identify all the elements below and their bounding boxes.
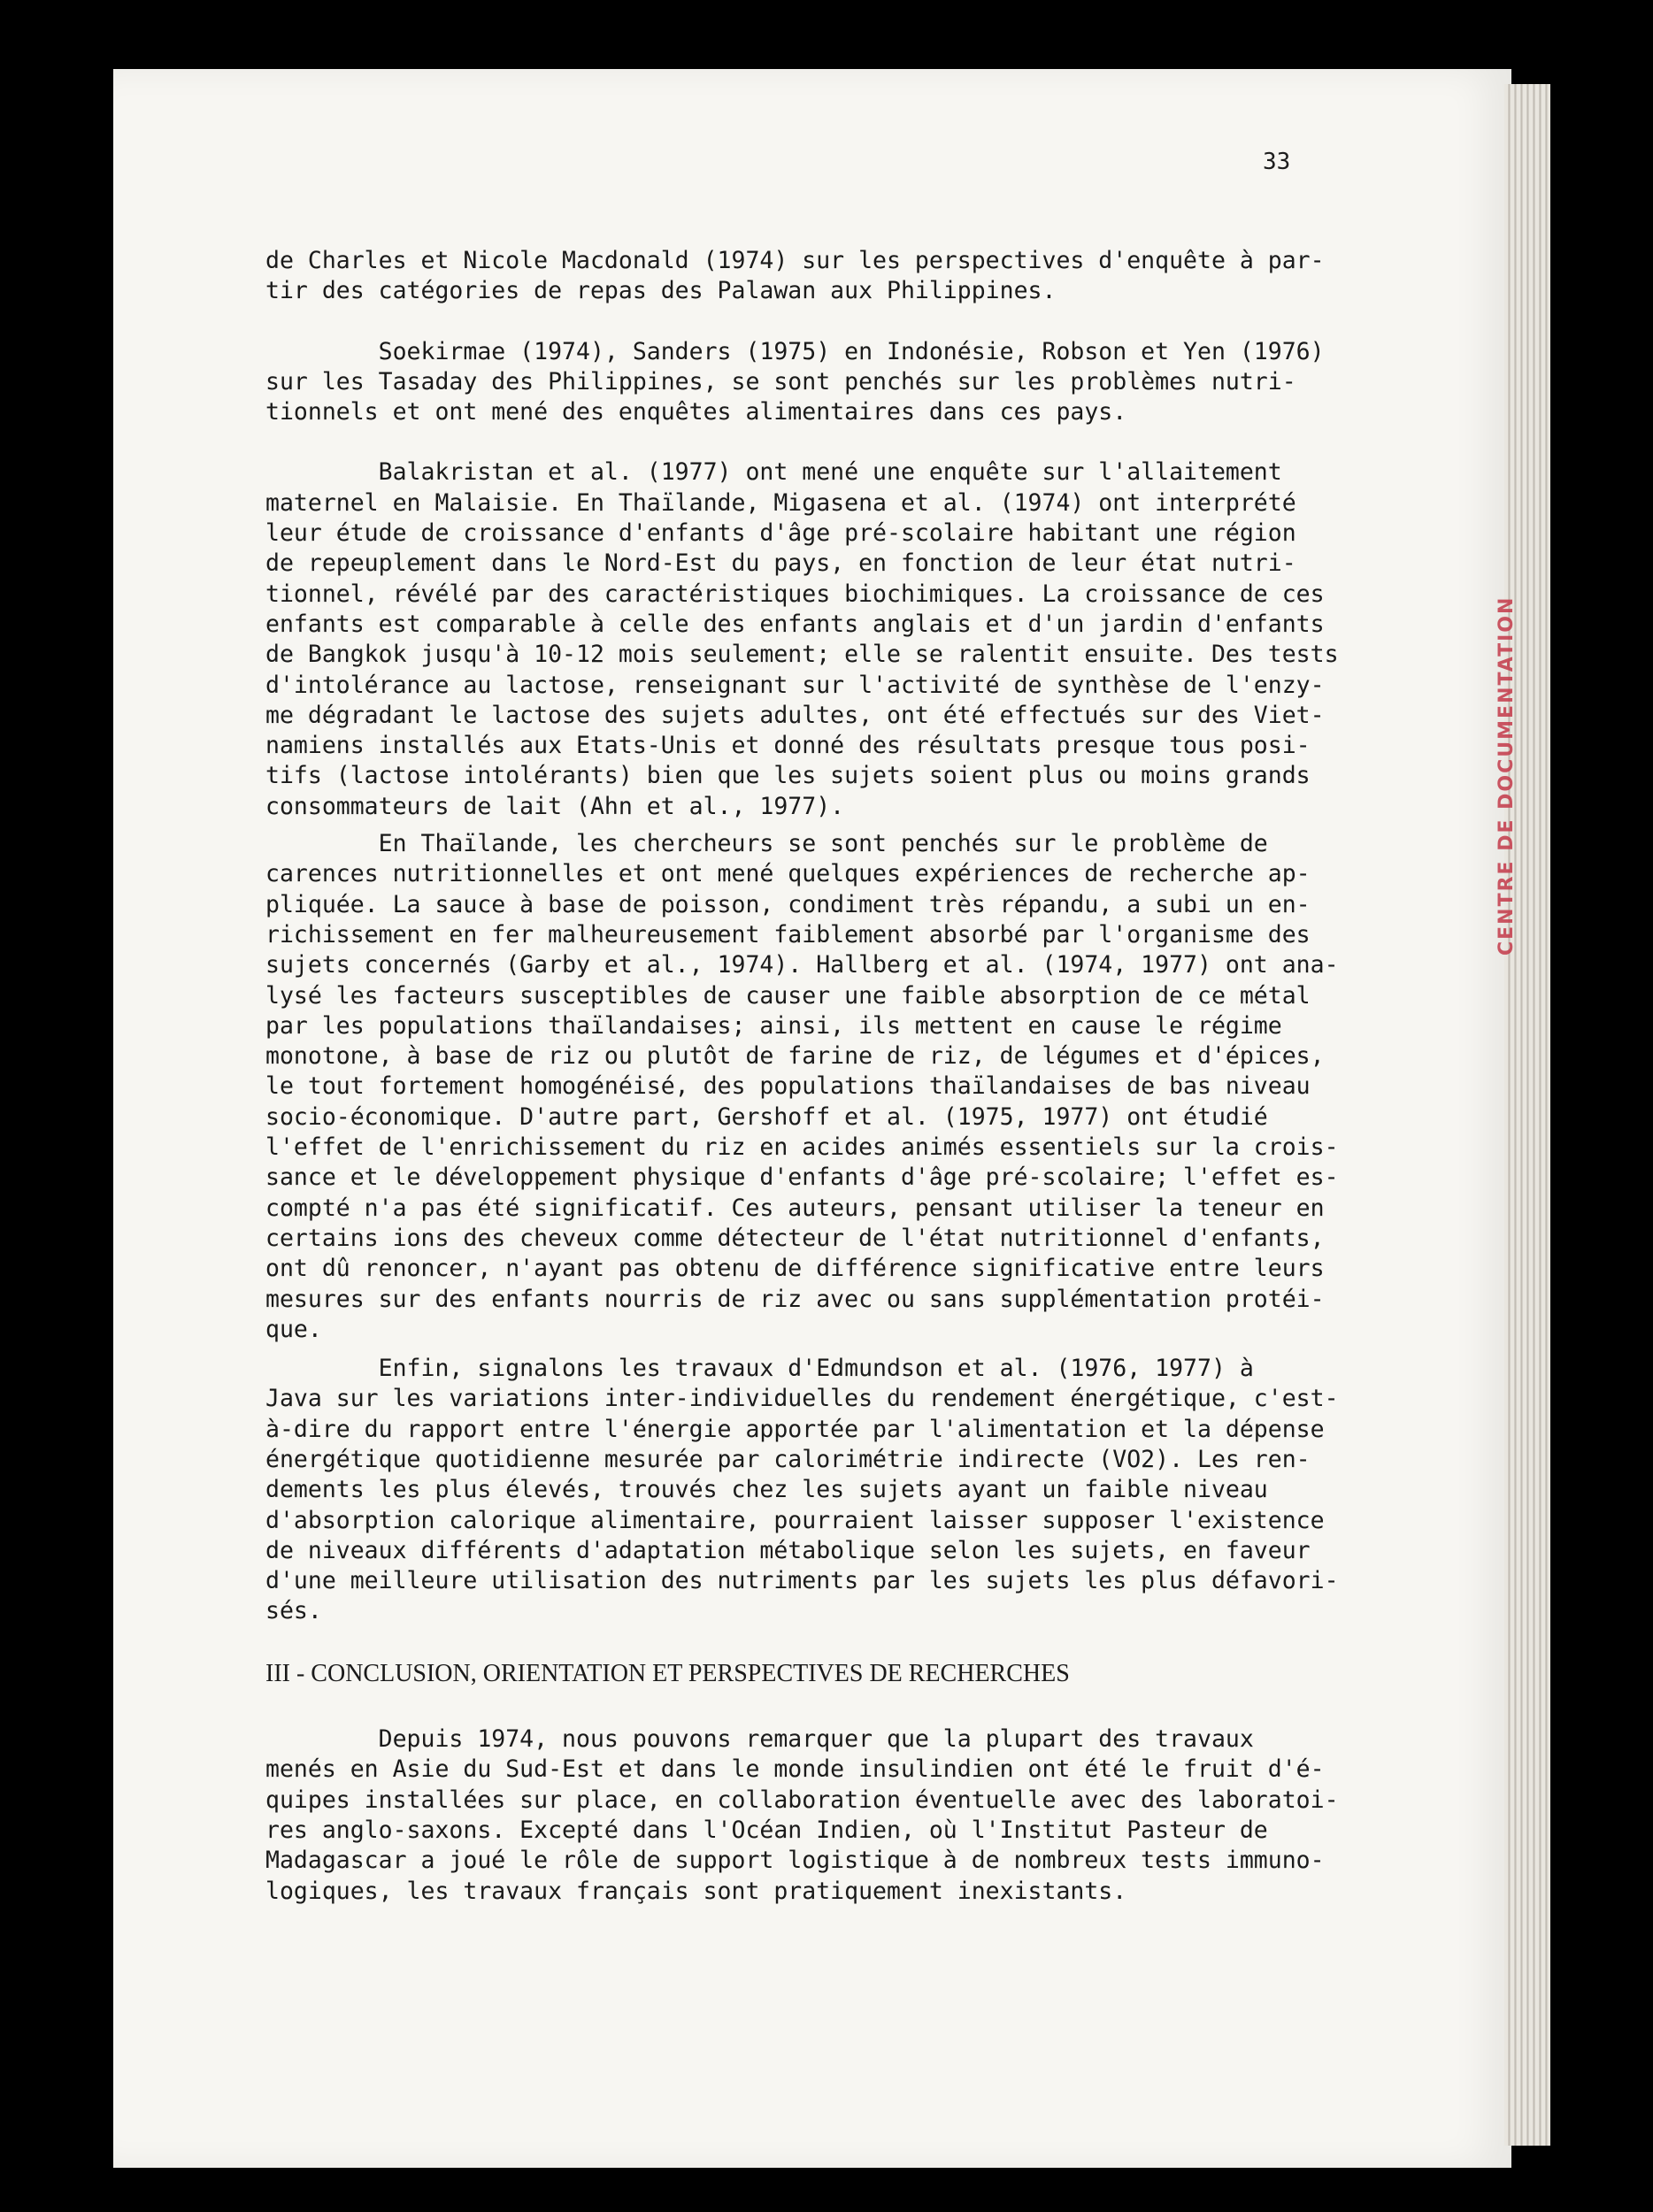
text-line: Balakristan et al. (1977) ont mené une enquête sur l'allaitement [265,458,1282,487]
text-line: Depuis 1974, nous pouvons remarquer que la plupart des travaux [265,1725,1254,1754]
text-line: En Thaïlande, les chercheurs se sont penchés sur le problème de [265,830,1268,858]
text-line: maternel en Malaisie. En Thaïlande, Migasena et al. (1974) ont interprété [265,488,1296,517]
text-line: Enfin, signalons les travaux d'Edmundson et al. (1976, 1977) à [265,1355,1254,1383]
text-line: l'effet de l'enrichissement du riz en acides animés essentiels sur la crois- [265,1133,1339,1162]
text-line: mesures sur des enfants nourris de riz avec ou sans supplémentation protéi- [265,1285,1325,1313]
text-line: dements les plus élevés, trouvés chez les sujets ayant un faible niveau [265,1476,1268,1504]
text-line: res anglo-saxons. Excepté dans l'Océan Indien, où l'Institut Pasteur de [265,1816,1268,1844]
paragraph-1 [265,246,1380,307]
body-text [265,246,1380,1907]
text-line: leur étude de croissance d'enfants d'âge pré-scolaire habitant une région [265,519,1296,548]
text-line: menés en Asie du Sud-Est et dans le monde insulindien ont été le fruit d'é- [265,1755,1325,1784]
text-line: compté n'a pas été significatif. Ces auteurs, pensant utiliser la teneur en [265,1194,1325,1222]
text-line: d'intolérance au lactose, renseignant sur l'activité de synthèse de l'enzy- [265,671,1325,699]
text-line: enfants est comparable à celle des enfants anglais et d'un jardin d'enfants [265,610,1325,638]
text-line: sance et le développement physique d'enfants d'âge pré-scolaire; l'effet es- [265,1164,1339,1192]
text-line: à-dire du rapport entre l'énergie apportée par l'alimentation et la dépense [265,1415,1325,1443]
text-line: pliquée. La sauce à base de poisson, condiment très répandu, a subi un en- [265,890,1311,918]
text-line: énergétique quotidienne mesurée par calorimétrie indirecte (VO2). Les ren- [265,1445,1311,1473]
paragraph-5 [265,1354,1380,1627]
paragraph-4 [265,829,1380,1345]
text-line: socio-économique. D'autre part, Gershoff et al. (1975, 1977) ont étudié [265,1102,1268,1131]
text-line: Java sur les variations inter-individuelles du rendement énergétique, c'est- [265,1385,1339,1413]
text-line: Soekirmae (1974), Sanders (1975) en Indonésie, Robson et Yen (1976) [265,337,1325,365]
text-line: de niveaux différents d'adaptation métabolique selon les sujets, en faveur [265,1536,1311,1564]
text-line: de repeuplement dans le Nord-Est du pays, en fonction de leur état nutri- [265,549,1296,578]
page-edges [1504,84,1550,2146]
text-line: richissement en fer malheureusement faiblement absorbé par l'organisme des [265,920,1311,949]
text-line: tionnels et ont mené des enquêtes alimentaires dans ces pays. [265,398,1127,426]
text-line: Madagascar a joué le rôle de support logistique à de nombreux tests immuno- [265,1847,1325,1875]
text-line: me dégradant le lactose des sujets adultes, ont été effectués sur des Viet- [265,701,1325,729]
text-line: d'une meilleure utilisation des nutriments par les sujets les plus défavori- [265,1567,1339,1595]
text-line: quipes installées sur place, en collaboration éventuelle avec des laboratoi- [265,1786,1339,1814]
text-line: tionnel, révélé par des caractéristiques biochimiques. La croissance de ces [265,580,1325,608]
text-line: certains ions des cheveux comme détecteur de l'état nutritionnel d'enfants, [265,1224,1325,1252]
paragraph-3 [265,457,1380,822]
text-line: le tout fortement homogénéisé, des populations thaïlandaises de bas niveau [265,1072,1311,1101]
text-line: carences nutritionnelles et ont mené quelques expériences de recherche ap- [265,860,1311,888]
text-line: lysé les facteurs susceptibles de causer une faible absorption de ce métal [265,981,1311,1010]
text-line: sujets concernés (Garby et al., 1974). Hallberg et al. (1974, 1977) ont ana- [265,951,1339,979]
text-line: que. [265,1315,322,1343]
library-stamp: CENTRE DE DOCUMENTATION [1495,595,1518,956]
page-number: 33 [1263,149,1291,175]
text-line: namiens installés aux Etats-Unis et donné des résultats presque tous posi- [265,732,1311,760]
text-line: monotone, à base de riz ou plutôt de farine de riz, de légumes et d'épices, [265,1042,1325,1071]
text-line: tir des catégories de repas des Palawan aux Philippines. [265,277,1057,305]
text-line: sés. [265,1597,322,1625]
paragraph-conclusion [265,1724,1380,1907]
text-line: tifs (lactose intolérants) bien que les sujets soient plus ou moins grands [265,762,1311,790]
text-line: logiques, les travaux français sont pratiquement inexistants. [265,1877,1127,1905]
paragraph-2 [265,337,1380,428]
text-line: d'absorption calorique alimentaire, pourraient laisser supposer l'existence [265,1506,1325,1534]
text-line: par les populations thaïlandaises; ainsi, ils mettent en cause le régime [265,1011,1282,1040]
text-line: de Bangkok jusqu'à 10-12 mois seulement; elle se ralentit ensuite. Des tests [265,641,1339,669]
text-line: sur les Tasaday des Philippines, se sont penchés sur les problèmes nutri- [265,367,1296,396]
text-line: ont dû renoncer, n'ayant pas obtenu de différence significative entre leurs [265,1255,1325,1283]
text-line: de Charles et Nicole Macdonald (1974) sur les perspectives d'enquête à par- [265,247,1325,274]
text-line: consommateurs de lait (Ahn et al., 1977). [265,792,845,820]
section-heading: III - CONCLUSION, ORIENTATION ET PERSPECTIVES DE RECHERCHES [265,1659,1070,1687]
